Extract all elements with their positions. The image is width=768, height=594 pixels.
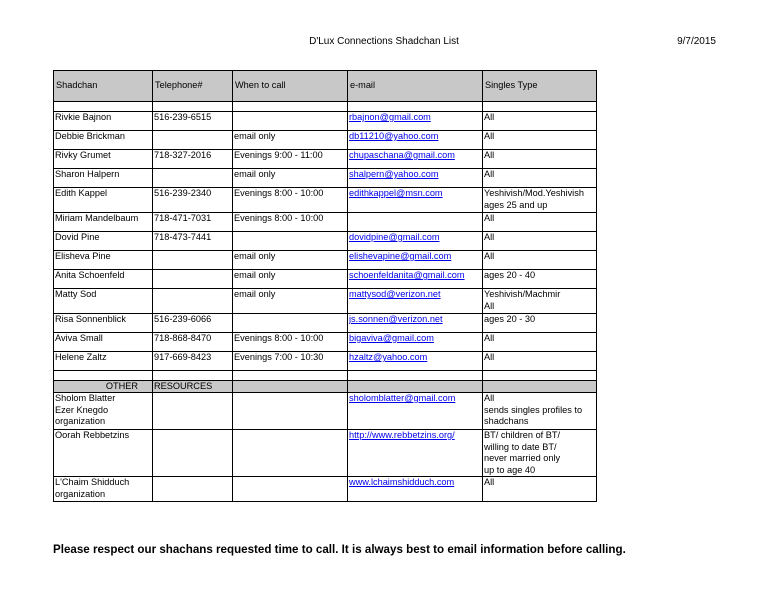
shadchan-phone: 516-239-6066 — [153, 314, 233, 333]
resource-name-line: Sholom Blatter — [55, 393, 116, 403]
shadchan-email-link[interactable]: js.sonnen@verizon.net — [349, 314, 443, 324]
type-line: never married only — [484, 453, 561, 463]
shadchan-phone: 718-471-7031 — [153, 213, 233, 232]
resource-row — [54, 430, 597, 477]
column-header-singles-type: Singles Type — [483, 71, 597, 102]
shadchan-name: Debbie Brickman — [54, 131, 153, 150]
shadchan-type: All — [483, 251, 597, 270]
resource-name-line: Ezer Knegdo — [55, 404, 109, 415]
shadchan-name: Sharon Halpern — [54, 169, 153, 188]
resource-row — [54, 393, 597, 430]
shadchan-phone: 917-669-8423 — [153, 352, 233, 371]
shadchan-name: Elisheva Pine — [54, 251, 153, 270]
column-header-when-to-call: When to call — [233, 71, 348, 102]
shadchan-type: All — [483, 333, 597, 352]
shadchan-type: All — [483, 169, 597, 188]
type-line: shadchans — [484, 416, 529, 426]
type-line: up to age 40 — [484, 464, 536, 475]
resource-name-line: Oorah Rebbetzins — [55, 430, 130, 440]
document-title: D'Lux Connections Shadchan List — [309, 36, 459, 47]
column-header-email: e-mail — [348, 71, 483, 102]
shadchan-when — [233, 314, 348, 333]
shadchan-table — [53, 70, 597, 502]
shadchan-email-link[interactable]: edithkappel@msn.com — [349, 188, 443, 198]
resource-name — [54, 393, 153, 430]
shadchan-phone — [153, 251, 233, 270]
shadchan-name: Helene Zaltz — [54, 352, 153, 371]
type-line: willing to date BT/ — [484, 441, 557, 452]
shadchan-phone: 718-473-7441 — [153, 232, 233, 251]
other-resources-header-row — [54, 381, 597, 393]
shadchan-email-link[interactable]: hzaltz@yahoo.com — [349, 352, 428, 362]
resource-type — [483, 393, 597, 430]
type-line: sends singles profiles to — [484, 404, 583, 415]
column-header-telephone: Telephone# — [153, 71, 233, 102]
shadchan-email-link[interactable]: mattysod@verizon.net — [349, 289, 441, 299]
resource-row — [54, 477, 597, 502]
shadchan-phone: 718-868-8470 — [153, 333, 233, 352]
shadchan-when: email only — [233, 289, 348, 314]
resource-name-line: L'Chaim Shidduch — [55, 477, 130, 487]
table-row — [54, 131, 597, 150]
shadchan-type: All — [483, 232, 597, 251]
shadchan-phone: 718-327-2016 — [153, 150, 233, 169]
shadchan-phone: 516-239-2340 — [153, 188, 233, 213]
shadchan-when: email only — [233, 270, 348, 289]
shadchan-phone — [153, 131, 233, 150]
shadchan-when: email only — [233, 169, 348, 188]
table-row — [54, 314, 597, 333]
shadchan-name: Rivky Grumet — [54, 150, 153, 169]
resource-website-link[interactable]: www.lchaimshidduch.com — [349, 477, 455, 487]
type-line: BT/ children of BT/ — [484, 430, 561, 440]
table-row — [54, 169, 597, 188]
shadchan-when — [233, 232, 348, 251]
table-row — [54, 213, 597, 232]
type-line: ages 25 and up — [484, 199, 548, 210]
shadchan-when: Evenings 8:00 - 10:00 — [233, 213, 348, 232]
shadchan-when — [233, 112, 348, 131]
shadchan-type — [483, 188, 597, 213]
type-line: Yeshivish/Machmir — [484, 289, 561, 299]
shadchan-type: All — [483, 131, 597, 150]
resource-name — [54, 430, 153, 477]
shadchan-type: ages 20 - 30 — [483, 314, 597, 333]
shadchan-when: Evenings 8:00 - 10:00 — [233, 333, 348, 352]
footer-note: Please respect our shachans requested time to call. It is always best to email information before calling. — [53, 543, 626, 556]
table-row — [54, 270, 597, 289]
shadchan-type — [483, 289, 597, 314]
shadchan-email-link[interactable]: shalpern@yahoo.com — [349, 169, 439, 179]
resources-label: RESOURCES — [153, 381, 233, 393]
shadchan-name: Risa Sonnenblick — [54, 314, 153, 333]
shadchan-name: Matty Sod — [54, 289, 153, 314]
table-row — [54, 333, 597, 352]
shadchan-when: Evenings 8:00 - 10:00 — [233, 188, 348, 213]
shadchan-email-link[interactable]: dovidpine@gmail.com — [349, 232, 440, 242]
resource-name-line: organization — [55, 416, 106, 426]
shadchan-when: Evenings 7:00 - 10:30 — [233, 352, 348, 371]
shadchan-name: Miriam Mandelbaum — [54, 213, 153, 232]
resource-type — [483, 430, 597, 477]
shadchan-type: All — [483, 150, 597, 169]
table-row — [54, 352, 597, 371]
shadchan-phone: 516-239-6515 — [153, 112, 233, 131]
table-row — [54, 112, 597, 131]
shadchan-name: Anita Schoenfeld — [54, 270, 153, 289]
resource-name — [54, 477, 153, 502]
shadchan-email-link[interactable]: rbajnon@gmail.com — [349, 112, 431, 122]
table-row — [54, 188, 597, 213]
shadchan-email-link[interactable]: elishevapine@gmail.com — [349, 251, 452, 261]
shadchan-email-link[interactable]: db11210@yahoo.com — [349, 131, 439, 141]
shadchan-email-link[interactable]: schoenfeldanita@gmail.com — [349, 270, 465, 280]
table-row — [54, 251, 597, 270]
shadchan-type: All — [483, 352, 597, 371]
shadchan-email-link[interactable]: chupaschana@gmail.com — [349, 150, 455, 160]
resource-email-link[interactable]: sholomblatter@gmail.com — [349, 393, 456, 403]
resource-website-link[interactable]: http://www.rebbetzins.org/ — [349, 430, 455, 440]
table-row — [54, 232, 597, 251]
type-line: All — [484, 477, 495, 487]
shadchan-type: ages 20 - 40 — [483, 270, 597, 289]
column-header-shadchan: Shadchan — [54, 71, 153, 102]
type-line: All — [484, 393, 495, 403]
type-line: All — [484, 300, 495, 311]
shadchan-type: All — [483, 213, 597, 232]
shadchan-name: Rivkie Bajnon — [54, 112, 153, 131]
type-line: Yeshivish/Mod.Yeshivish — [484, 188, 584, 198]
other-label: OTHER — [54, 381, 153, 393]
table-row — [54, 150, 597, 169]
shadchan-when: email only — [233, 131, 348, 150]
resource-name-line: organization — [55, 488, 106, 499]
shadchan-name: Dovid Pine — [54, 232, 153, 251]
shadchan-when: email only — [233, 251, 348, 270]
shadchan-phone — [153, 169, 233, 188]
shadchan-phone — [153, 270, 233, 289]
table-header-row — [54, 71, 597, 102]
table-row — [54, 289, 597, 314]
spacer-row — [54, 371, 597, 381]
shadchan-phone — [153, 289, 233, 314]
shadchan-name: Edith Kappel — [54, 188, 153, 213]
shadchan-email-link[interactable]: bigaviva@gmail.com — [349, 333, 434, 343]
document-date: 9/7/2015 — [677, 36, 716, 47]
resource-type — [483, 477, 597, 502]
shadchan-name: Aviva Small — [54, 333, 153, 352]
spacer-row — [54, 102, 597, 112]
shadchan-type: All — [483, 112, 597, 131]
shadchan-when: Evenings 9:00 - 11:00 — [233, 150, 348, 169]
